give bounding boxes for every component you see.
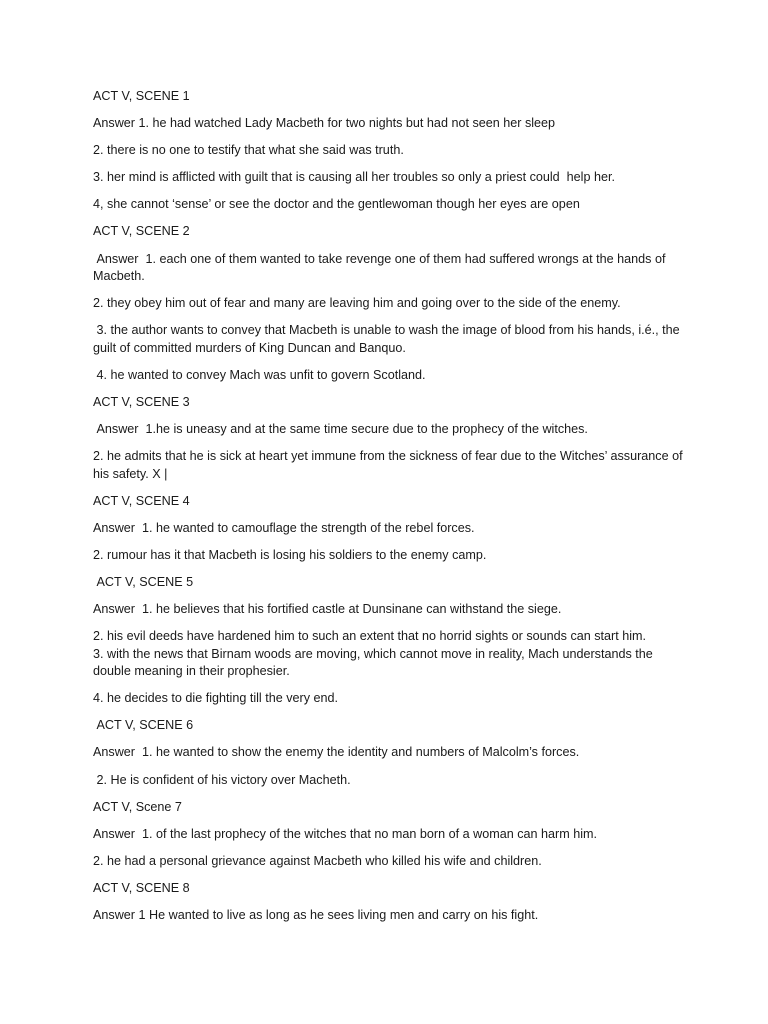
- scene-heading: ACT V, SCENE 5: [93, 575, 194, 589]
- answer-line: 2. He is confident of his victory over Macheth.: [93, 772, 351, 787]
- answer-line: Answer 1.he is uneasy and at the same time secure due to the prophecy of the witches.: [93, 422, 588, 437]
- answer-line: Answer 1. he believes that his fortified castle at Dunsinane can withstand the siege.: [93, 602, 562, 617]
- answer-line: 3. the author wants to convey that Macbeth is unable to wash the image of blood from his hands, i.é., the guilt of committed murders of King Duncan and Banquo.: [93, 323, 684, 355]
- scene-heading: ACT V, SCENE 3: [93, 394, 190, 409]
- answer-line: 4, she cannot ‘sense’ or see the doctor and the gentlewoman though her eyes are open: [93, 197, 580, 212]
- answer-line: 3. her mind is afflicted with guilt that is causing all her troubles so only a priest could help her.: [93, 170, 615, 185]
- answer-line: 2. he admits that he is sick at heart yet immune from the sickness of fear due to the Witches’ assurance of his safety. X |: [93, 449, 687, 481]
- answer-line: 2. they obey him out of fear and many are leaving him and going over to the side of the enemy.: [93, 296, 621, 311]
- answer-line: Answer 1. he wanted to show the enemy the identity and numbers of Malcolm’s forces.: [93, 745, 580, 760]
- answer-line: Answer 1. he had watched Lady Macbeth for two nights but had not seen her sleep: [93, 116, 556, 131]
- scene-heading: ACT V, SCENE 4: [93, 493, 190, 508]
- answer-line: 4. he wanted to convey Mach was unfit to govern Scotland.: [93, 367, 426, 382]
- answer-line: 2. he had a personal grievance against Macbeth who killed his wife and children.: [93, 853, 542, 868]
- scene-heading: ACT V, Scene 7: [93, 799, 182, 814]
- answer-line: 3. with the news that Birnam woods are moving, which cannot move in reality, Mach understands the double meaning in their prophesier.: [93, 646, 657, 679]
- answer-line: 4. he decides to die fighting till the very end.: [93, 691, 339, 706]
- scene-heading: ACT V, SCENE 2: [93, 224, 190, 239]
- answer-line: Answer 1 He wanted to live as long as he sees living men and carry on his fight.: [93, 908, 539, 923]
- answer-line: Answer 1. each one of them wanted to take revenge one of them had suffered wrongs at the hands of Macbeth.: [93, 251, 669, 284]
- document-page: [93, 88, 687, 934]
- answer-line: Answer 1. of the last prophecy of the witches that no man born of a woman can harm him.: [93, 826, 598, 841]
- answer-line: 2. his evil deeds have hardened him to such an extent that no horrid sights or sounds can start him.: [93, 629, 647, 644]
- answer-line: Answer 1. he wanted to camouflage the strength of the rebel forces.: [93, 520, 475, 535]
- answer-line: 2. there is no one to testify that what she said was truth.: [93, 143, 404, 158]
- answer-line: 2. rumour has it that Macbeth is losing his soldiers to the enemy camp.: [93, 547, 487, 562]
- scene-heading: ACT V, SCENE 8: [93, 880, 190, 895]
- scene-heading: ACT V, SCENE 1: [93, 89, 190, 103]
- scene-heading: ACT V, SCENE 6: [93, 718, 194, 733]
